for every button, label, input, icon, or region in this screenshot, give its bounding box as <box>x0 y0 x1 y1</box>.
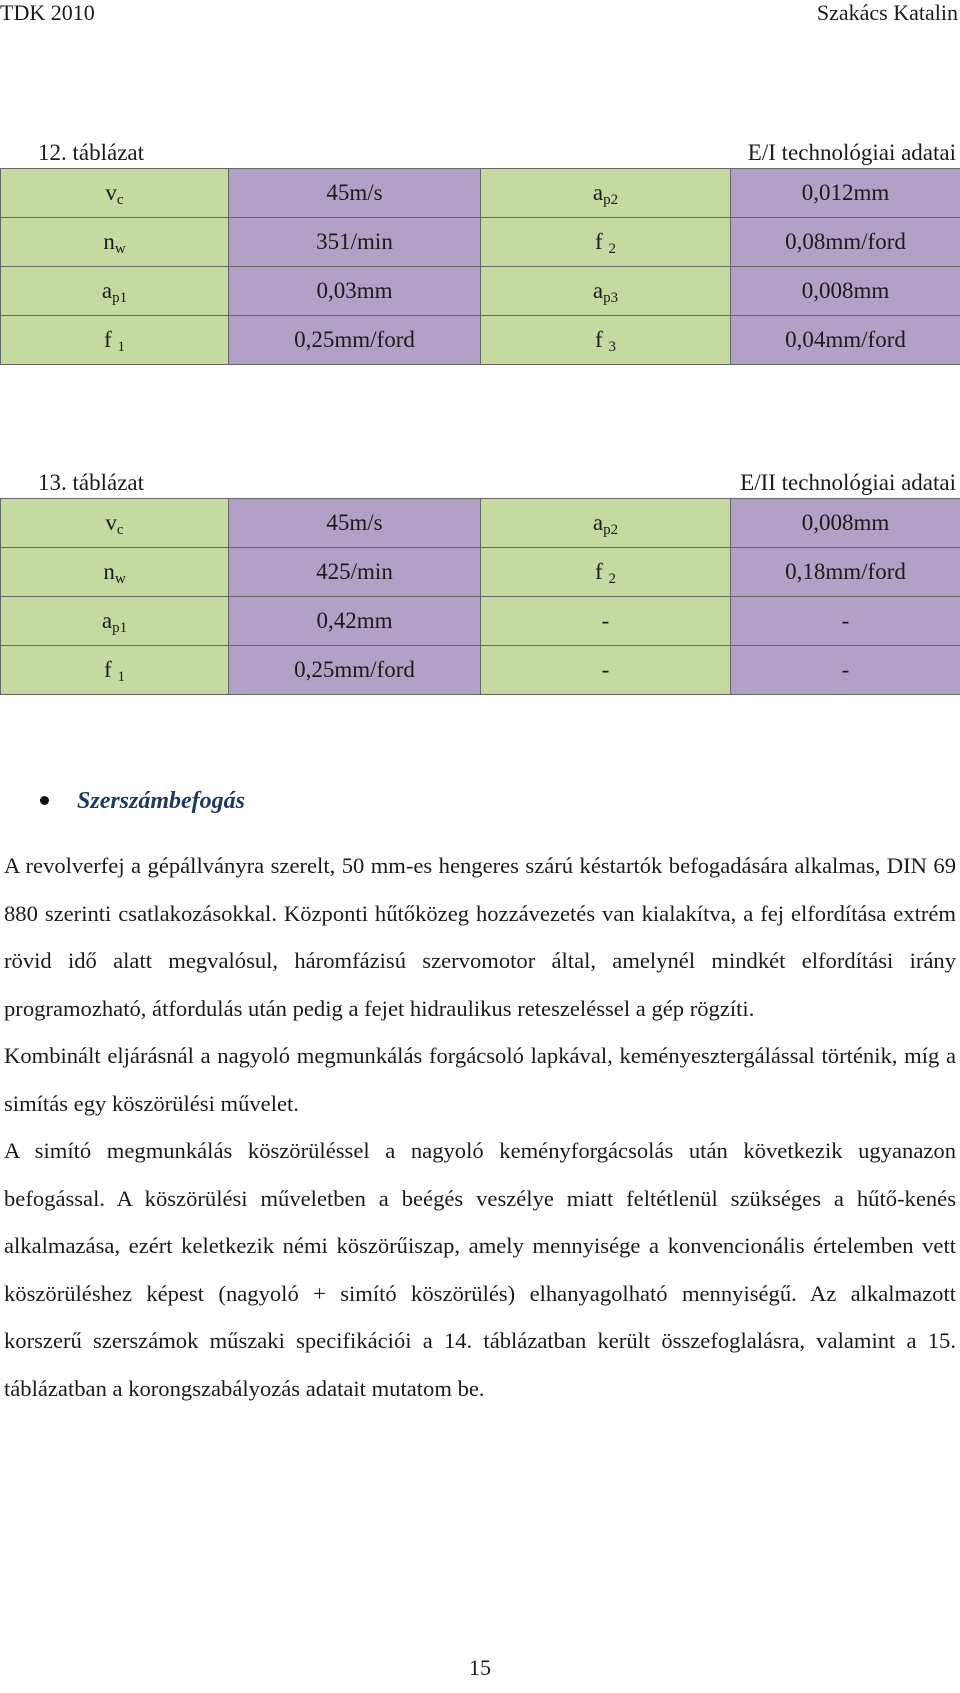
param-value-cell <box>229 218 481 267</box>
symbol: f <box>595 229 609 254</box>
symbol: f <box>595 327 609 352</box>
header-right: Szakács Katalin <box>816 0 958 25</box>
symbol: a <box>101 608 113 633</box>
param-symbol-cell <box>481 267 731 316</box>
table-12-caption <box>38 138 956 168</box>
value: 45m/s <box>326 510 383 535</box>
param-value-cell <box>229 169 481 218</box>
value: 0,04mm/ford <box>785 327 906 352</box>
body-text <box>4 842 956 1412</box>
value: - <box>841 657 850 682</box>
paragraph-2: Kombinált eljárásnál a nagyoló megmunkálás forgácsoló lapkával, keményesztergálással történik, míg a simítás egy köszörülési művelet. <box>4 1043 956 1116</box>
table-row <box>1 597 960 646</box>
value: 45m/s <box>326 180 383 205</box>
symbol: n <box>103 229 115 254</box>
param-symbol-cell <box>1 218 229 267</box>
symbol-subscript: 1 <box>117 339 125 355</box>
table-12-body <box>1 169 960 365</box>
table-12 <box>0 168 960 365</box>
symbol: - <box>601 608 610 633</box>
param-value-cell <box>731 499 960 548</box>
param-value-cell <box>229 267 481 316</box>
value: - <box>841 608 850 633</box>
param-symbol-cell <box>481 646 731 695</box>
value: 0,008mm <box>801 278 890 303</box>
value: 0,008mm <box>801 510 890 535</box>
param-value-cell <box>229 646 481 695</box>
header-left: TDK 2010 <box>0 0 95 25</box>
table-row <box>1 267 960 316</box>
param-value-cell <box>731 597 960 646</box>
param-symbol-cell <box>481 218 731 267</box>
symbol-subscript: 2 <box>608 241 616 257</box>
param-symbol-cell <box>1 267 229 316</box>
symbol: v <box>105 510 117 535</box>
symbol: f <box>595 559 609 584</box>
param-symbol-cell <box>481 169 731 218</box>
table-13-body <box>1 499 960 695</box>
symbol-subscript: p2 <box>603 522 619 538</box>
symbol-subscript: p1 <box>112 620 128 636</box>
value: 0,08mm/ford <box>785 229 906 254</box>
value: 0,03mm <box>316 278 393 303</box>
symbol-subscript: p3 <box>603 290 619 306</box>
symbol: f <box>104 327 118 352</box>
symbol-subscript: 2 <box>608 571 616 587</box>
param-value-cell <box>229 548 481 597</box>
param-symbol-cell <box>1 548 229 597</box>
symbol-subscript: w <box>114 571 126 587</box>
table-13 <box>0 498 960 695</box>
symbol: a <box>592 180 604 205</box>
bullet-icon <box>40 796 49 805</box>
table-13-caption <box>38 468 956 498</box>
paragraph-1: A revolverfej a gépállványra szerelt, 50 mm-es hengeres szárú késtartók befogadására alkalmas, DIN 69 880 szerinti csatlakozásokkal. Központi hűtőközeg hozzávezetés van kialakítva, a fej elfordítása extrém rövid idő alatt megvalósul, háromfázisú szervomotor által, amelynél mindkét elfordítási irány programozható, átfordulás után pedig a fejet hidraulikus reteszeléssel a gép rögzíti. <box>4 853 956 1021</box>
table-row <box>1 548 960 597</box>
symbol-subscript: p2 <box>603 192 619 208</box>
param-value-cell <box>229 499 481 548</box>
symbol-subscript: c <box>116 192 124 208</box>
param-value-cell <box>731 316 960 365</box>
table-row <box>1 316 960 365</box>
table-12-label: 12. táblázat <box>38 140 145 165</box>
symbol: - <box>601 657 610 682</box>
param-symbol-cell <box>1 316 229 365</box>
table-12-title: E/I technológiai adatai <box>747 140 956 165</box>
value: 0,42mm <box>316 608 393 633</box>
param-value-cell <box>731 169 960 218</box>
table-row <box>1 499 960 548</box>
param-value-cell <box>229 597 481 646</box>
param-symbol-cell <box>481 316 731 365</box>
paragraph-3: A simító megmunkálás köszörüléssel a nagyoló keményforgácsolás után következik ugyanazon befogással. A köszörülési műveletben a beégés veszélye miatt feltétlenül szükséges a hűtő-kenés alkalmazása, ezért keletkezik némi köszörűiszap, amely mennyisége a konvencionális értelemben vett köszörüléshez képest (nagyoló + simító köszörülés) elhanyagolható mennyiségű. Az alkalmazott korszerű szerszámok műszaki specifikációi a 14. táblázatban került összefoglalásra, valamint a 15. táblázatban a korongszabályozás adatait mutatom be. <box>4 1138 956 1401</box>
param-value-cell <box>731 646 960 695</box>
symbol: n <box>103 559 115 584</box>
symbol: a <box>101 278 113 303</box>
param-symbol-cell <box>1 597 229 646</box>
value: 351/min <box>316 229 393 254</box>
symbol-subscript: 3 <box>608 339 616 355</box>
symbol-subscript: p1 <box>112 290 128 306</box>
value: 0,18mm/ford <box>785 559 906 584</box>
value: 0,012mm <box>801 180 890 205</box>
symbol: v <box>105 180 117 205</box>
table-13-title: E/II technológiai adatai <box>740 470 956 495</box>
symbol-subscript: w <box>114 241 126 257</box>
param-value-cell <box>731 548 960 597</box>
table-row <box>1 218 960 267</box>
param-value-cell <box>229 316 481 365</box>
symbol: a <box>592 278 604 303</box>
param-symbol-cell <box>1 499 229 548</box>
value: 0,25mm/ford <box>294 657 415 682</box>
symbol: f <box>104 657 118 682</box>
param-symbol-cell <box>481 548 731 597</box>
page-number: 15 <box>469 1655 491 1680</box>
param-symbol-cell <box>481 499 731 548</box>
param-symbol-cell <box>481 597 731 646</box>
symbol-subscript: 1 <box>117 669 125 685</box>
symbol-subscript: c <box>116 522 124 538</box>
symbol: a <box>592 510 604 535</box>
table-row <box>1 169 960 218</box>
param-symbol-cell <box>1 646 229 695</box>
value: 425/min <box>316 559 393 584</box>
param-symbol-cell <box>1 169 229 218</box>
param-value-cell <box>731 267 960 316</box>
table-row <box>1 646 960 695</box>
table-13-label: 13. táblázat <box>38 470 145 495</box>
param-value-cell <box>731 218 960 267</box>
section-title: Szerszámbefogás <box>77 788 246 814</box>
section-heading <box>40 786 245 816</box>
value: 0,25mm/ford <box>294 327 415 352</box>
